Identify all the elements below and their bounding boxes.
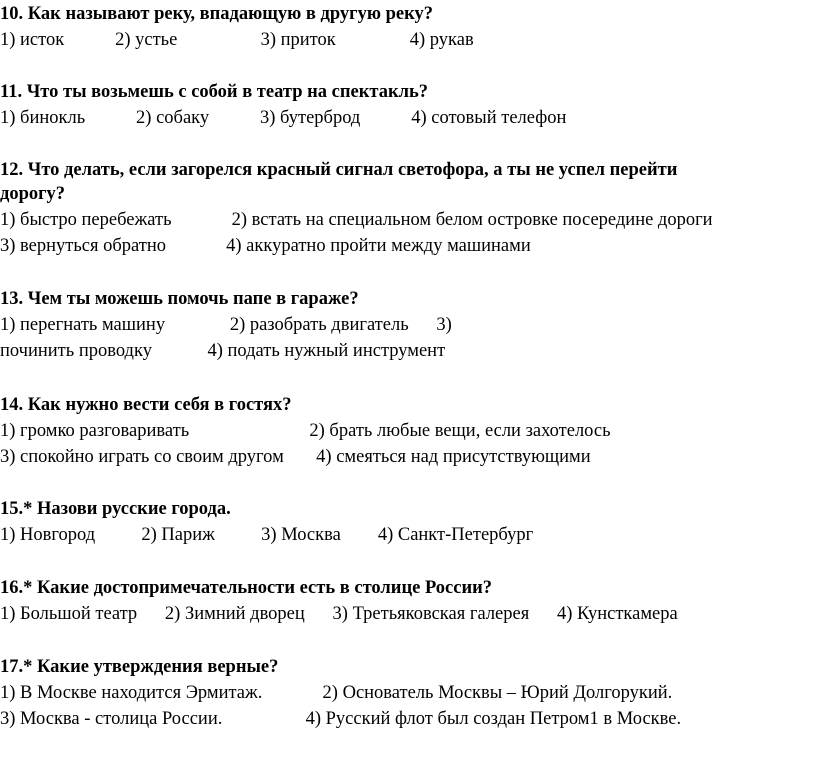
question-15-title: 15.* Назови русские города. [0,499,231,519]
question-12-answers-row-2: 3) вернуться обратно 4) аккуратно пройти между машинами [0,236,531,256]
question-10-title: 10. Как называют реку, впадающую в другую реку? [0,4,433,24]
question-16-title: 16.* Какие достопримечательности есть в столице России? [0,578,493,598]
question-14-answers-row-2: 3) спокойно играть со своим другом 4) смеяться над присутствующими [0,447,591,467]
question-17-answers-row-2: 3) Москва - столица России. 4) Русский флот был создан Петром1 в Москве. [0,709,682,729]
question-15-answers: 1) Новгород 2) Париж 3) Москва 4) Санкт-Петербург [0,525,534,545]
question-16-answers: 1) Большой театр 2) Зимний дворец 3) Третьяковская галерея 4) Кунсткамера [0,604,678,624]
question-12-title-line-2: дорогу? [0,184,66,204]
question-14-title: 14. Как нужно вести себя в гостях? [0,395,292,415]
question-13-title: 13. Чем ты можешь помочь папе в гараже? [0,289,359,309]
question-17-title: 17.* Какие утверждения верные? [0,657,279,677]
question-10-answers: 1) исток 2) устье 3) приток 4) рукав [0,30,474,50]
question-13-answers-row-2: починить проводку 4) подать нужный инструмент [0,341,446,361]
question-13-answers-row-1: 1) перегнать машину 2) разобрать двигатель 3) [0,315,452,335]
question-12-title-line-1: 12. Что делать, если загорелся красный сигнал светофора, а ты не успел перейти [0,160,678,180]
question-17-answers-row-1: 1) В Москве находится Эрмитаж. 2) Основатель Москвы – Юрий Долгорукий. [0,683,673,703]
question-11-answers: 1) бинокль 2) собаку 3) бутерброд 4) сотовый телефон [0,108,567,128]
question-11-title: 11. Что ты возьмешь с собой в театр на спектакль? [0,82,429,102]
question-12-answers-row-1: 1) быстро перебежать 2) встать на специальном белом островке посередине дороги [0,210,713,230]
question-14-answers-row-1: 1) громко разговаривать 2) брать любые вещи, если захотелось [0,421,611,441]
